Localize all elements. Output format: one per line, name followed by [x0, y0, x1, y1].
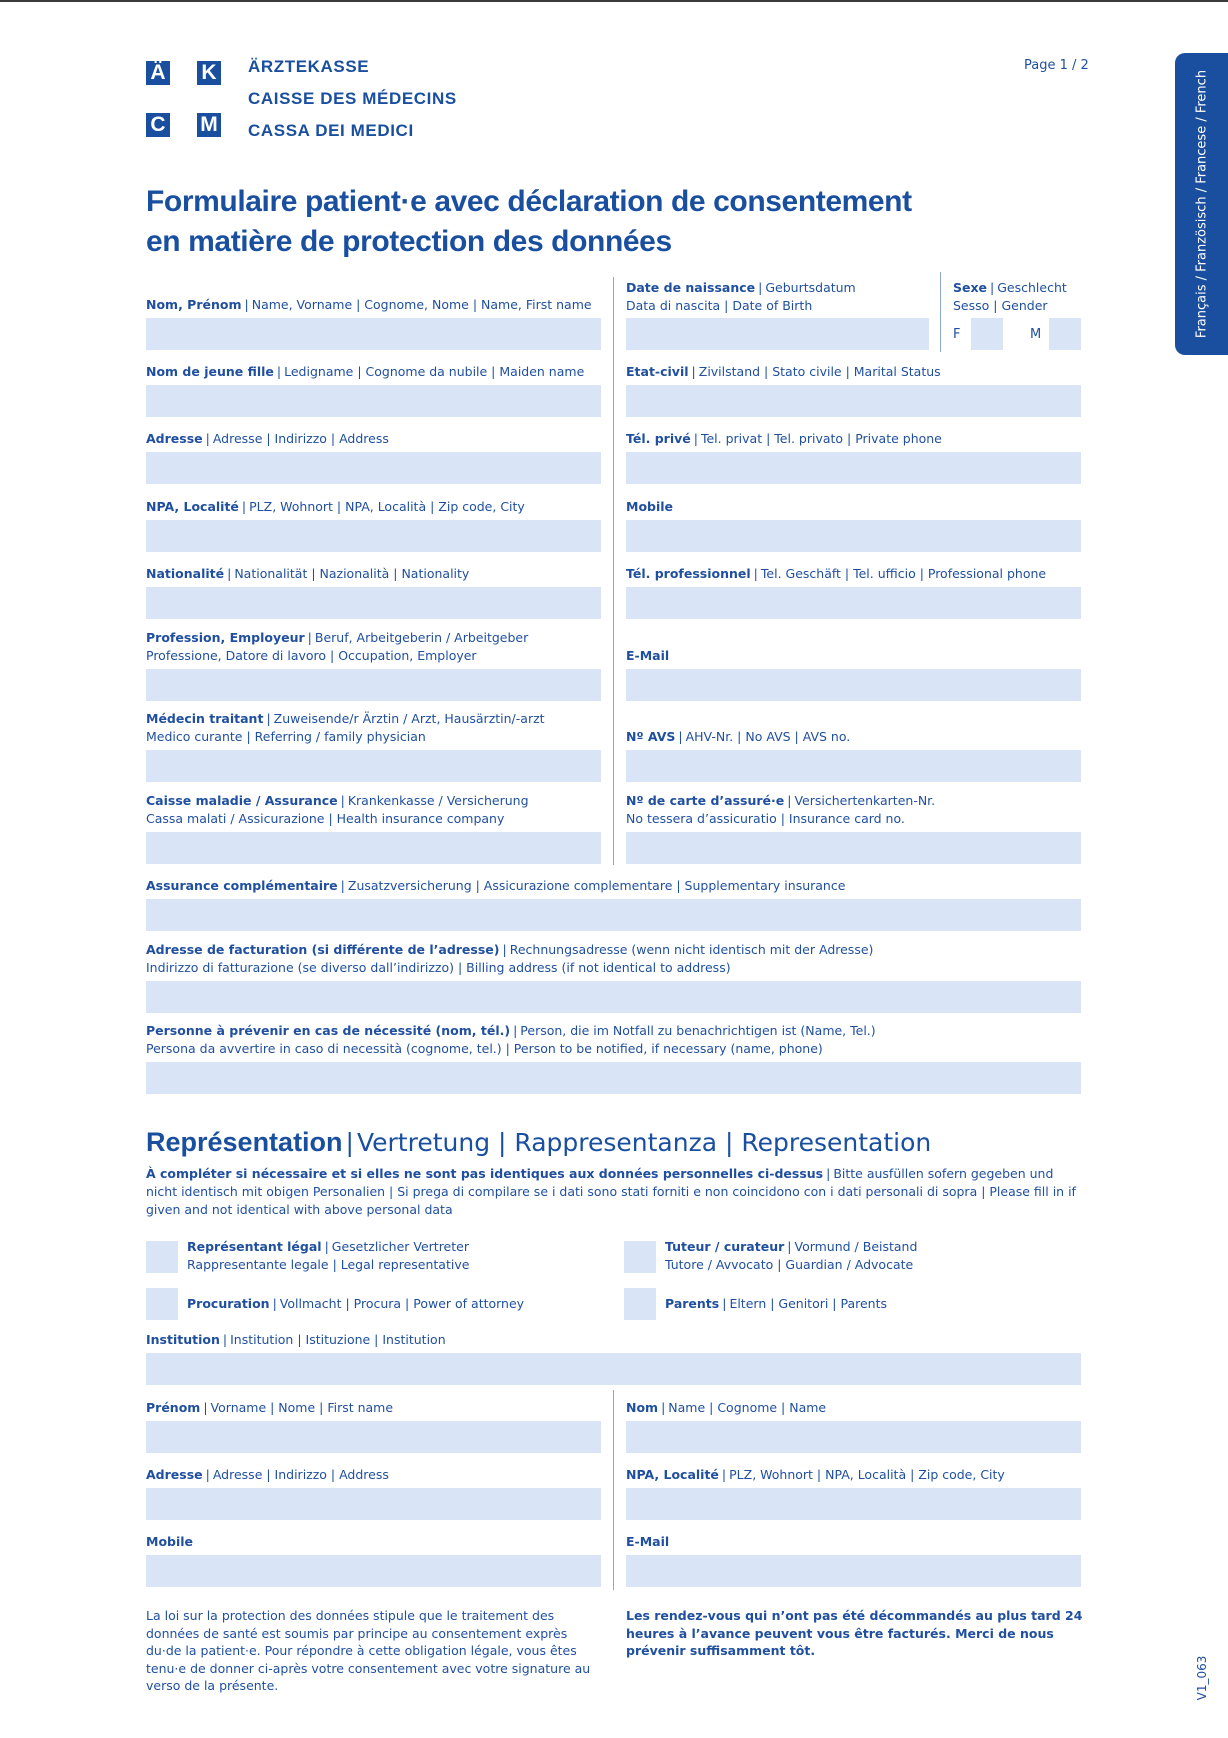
profession-field[interactable] — [146, 669, 601, 701]
avs-field[interactable] — [626, 750, 1081, 782]
sex-label: Sexe | Geschlecht Sesso | Gender — [953, 280, 1067, 313]
representation-intro: À compléter si nécessaire et si elles ne sont pas identiques aux données personnelles ci-dessus | Bitte ausfüllen sofern gegeben und nicht identisch mit obigen Personalien | Si prega di compilare se i dati sono stati forniti e non coincidono con i dati personali di sopra | Please fill in if given and not identical with above personal data — [146, 1166, 1076, 1217]
emergency-contact-field[interactable] — [146, 1062, 1081, 1094]
address-label: Adresse | Adresse | Indirizzo | Address — [146, 431, 389, 446]
name-label: Nom, Prénom | Name, Vorname | Cognome, Nome | Name, First name — [146, 297, 592, 312]
maiden-name-label: Nom de jeune fille | Ledigname | Cognome da nubile | Maiden name — [146, 364, 585, 379]
power-of-attorney-checkbox[interactable] — [146, 1288, 178, 1320]
rep-zip-city-field[interactable] — [626, 1488, 1081, 1520]
legal-representative-label: Représentant légal | Gesetzlicher Vertreter Rappresentante legale | Legal representative — [187, 1239, 470, 1272]
work-phone-label: Tél. professionnel | Tel. Geschäft | Tel. ufficio | Professional phone — [626, 566, 1047, 581]
insurance-field[interactable] — [146, 832, 601, 864]
column-divider-top — [613, 277, 614, 865]
rep-zip-city-label: NPA, Localité | PLZ, Wohnort | NPA, Località | Zip code, City — [626, 1467, 1005, 1482]
legal-representative-checkbox[interactable] — [146, 1241, 178, 1273]
private-phone-field[interactable] — [626, 452, 1081, 484]
avs-label: Nº AVS | AHV-Nr. | No AVS | AVS no. — [626, 729, 851, 744]
email-label: E-Mail — [626, 648, 670, 663]
logo-letter-c: C — [146, 113, 170, 137]
supplementary-insurance-field[interactable] — [146, 899, 1081, 931]
title-line-1: Formulaire patient·e avec déclaration de consentement — [146, 185, 912, 218]
rep-lastname-label: Nom | Name | Cognome | Name — [626, 1400, 827, 1415]
emergency-contact-label: Personne à prévenir en cas de nécessité (nom, tél.) | Person, die im Notfall zu benachrichtigen ist (Name, Tel.) Persona da avvertire in caso di necessità (cognome, tel.) | Person to be notified, if necessary (name, phone) — [146, 1023, 876, 1056]
institution-field[interactable] — [146, 1353, 1081, 1385]
civil-status-label: Etat-civil | Zivilstand | Stato civile | Marital Status — [626, 364, 941, 379]
parents-label: Parents | Eltern | Genitori | Parents — [665, 1296, 888, 1311]
parents-checkbox[interactable] — [624, 1288, 656, 1320]
mobile-field[interactable] — [626, 520, 1081, 552]
rep-address-field[interactable] — [146, 1488, 601, 1520]
rep-address-label: Adresse | Adresse | Indirizzo | Address — [146, 1467, 389, 1482]
logo-line-1: ÄRZTEKASSE — [248, 57, 370, 76]
institution-label: Institution | Institution | Istituzione | Institution — [146, 1332, 446, 1347]
rep-firstname-label: Prénom | Vorname | Nome | First name — [146, 1400, 394, 1415]
rep-mobile-label: Mobile — [146, 1534, 194, 1549]
email-field[interactable] — [626, 669, 1081, 701]
doctor-label: Médecin traitant | Zuweisende/r Ärztin / Arzt, Hausärztin/-arzt Medico curante | Referring / family physician — [146, 711, 545, 744]
mobile-label: Mobile — [626, 499, 674, 514]
rep-email-field[interactable] — [626, 1555, 1081, 1587]
logo-line-3: CASSA DEI MEDICI — [248, 121, 414, 140]
profession-label: Profession, Employeur | Beruf, Arbeitgeberin / Arbeitgeber Professione, Datore di lavoro | Occupation, Employer — [146, 630, 529, 663]
private-phone-label: Tél. privé | Tel. privat | Tel. privato | Private phone — [626, 431, 942, 446]
billing-address-field[interactable] — [146, 981, 1081, 1013]
nationality-field[interactable] — [146, 587, 601, 619]
dob-field[interactable] — [626, 318, 929, 350]
logo-letter-a: Ä — [146, 61, 170, 85]
sex-f-checkbox[interactable] — [971, 318, 1003, 350]
top-border — [0, 0, 1228, 2]
rep-lastname-field[interactable] — [626, 1421, 1081, 1453]
data-protection-notice: La loi sur la protection des données stipule que le traitement des données de santé est soumis par principe au consentement exprès du·de la patient·e. Pour répondre à cette obligation légale, vous êtes tenu·e de donner ci-après votre consentement avec votre signature au verso de la présente. — [146, 1608, 591, 1693]
insurance-card-field[interactable] — [626, 832, 1081, 864]
civil-status-field[interactable] — [626, 385, 1081, 417]
page-title — [146, 182, 912, 262]
supplementary-insurance-label: Assurance complémentaire | Zusatzversicherung | Assicurazione complementare | Supplementary insurance — [146, 878, 846, 893]
billing-address-label: Adresse de facturation (si différente de l’adresse) | Rechnungsadresse (wenn nicht identisch mit der Adresse) Indirizzo di fatturazione (se diverso dall’indirizzo) | Billing address (if not identical to address) — [146, 942, 874, 975]
guardian-label: Tuteur / curateur | Vormund / Beistand Tutore / Avvocato | Guardian / Advocate — [665, 1239, 918, 1272]
doctor-field[interactable] — [146, 750, 601, 782]
rep-email-label: E-Mail — [626, 1534, 670, 1549]
address-field[interactable] — [146, 452, 601, 484]
sex-m-label: M — [1030, 327, 1042, 342]
cancellation-notice: Les rendez-vous qui n’ont pas été décommandés au plus tard 24 heures à l’avance peuvent vous être facturés. Merci de nous prévenir suffisamment tôt. — [626, 1608, 1083, 1658]
title-line-2: en matière de protection des données — [146, 225, 672, 258]
nationality-label: Nationalité | Nationalität | Nazionalità | Nationality — [146, 566, 470, 581]
zip-city-label: NPA, Localité | PLZ, Wohnort | NPA, Località | Zip code, City — [146, 499, 525, 514]
logo-letter-m: M — [197, 113, 221, 137]
sex-m-checkbox[interactable] — [1049, 318, 1081, 350]
rep-mobile-field[interactable] — [146, 1555, 601, 1587]
logo-letter-k: K — [197, 61, 221, 85]
dob-label: Date de naissance | Geburtsdatum Data di nascita | Date of Birth — [626, 280, 856, 313]
insurance-card-label: Nº de carte d’assuré·e | Versichertenkarten-Nr. No tessera d’assicuratio | Insurance card no. — [626, 793, 936, 826]
form-version: V1_063 — [1195, 1655, 1209, 1701]
sex-divider — [940, 272, 941, 352]
power-of-attorney-label: Procuration | Vollmacht | Procura | Power of attorney — [187, 1296, 525, 1311]
work-phone-field[interactable] — [626, 587, 1081, 619]
insurance-label: Caisse maladie / Assurance | Krankenkasse / Versicherung Cassa malati / Assicurazione | Health insurance company — [146, 793, 529, 826]
column-divider-bottom — [613, 1390, 614, 1590]
maiden-name-field[interactable] — [146, 385, 601, 417]
name-field[interactable] — [146, 318, 601, 350]
logo-line-2: CAISSE DES MÉDECINS — [248, 89, 457, 108]
sex-f-label: F — [953, 327, 961, 342]
language-tab-label: Français / Französisch / Francese / French — [1194, 69, 1210, 339]
guardian-checkbox[interactable] — [624, 1241, 656, 1273]
rep-firstname-field[interactable] — [146, 1421, 601, 1453]
page-number: Page 1 / 2 — [1024, 58, 1089, 73]
zip-city-field[interactable] — [146, 520, 601, 552]
representation-heading: Représentation | Vertretung | Rappresentanza | Representation — [146, 1127, 932, 1157]
